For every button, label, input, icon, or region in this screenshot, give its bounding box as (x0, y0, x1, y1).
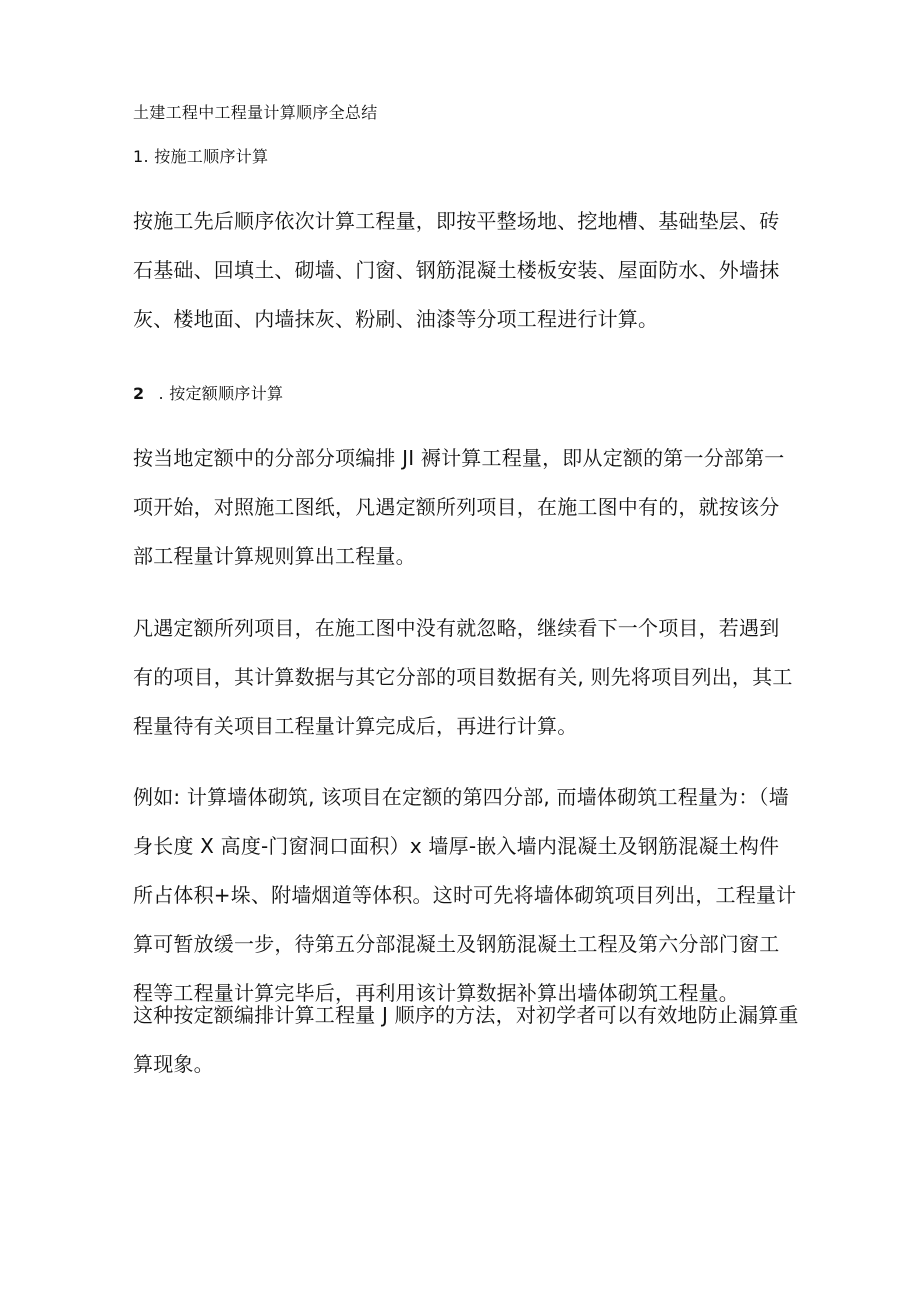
paragraph-line: 例如: 计算墙体砌筑, 该项目在定额的第四分部, 而墙体砌筑工程量为：（墙 (133, 785, 789, 809)
paragraph-line: 程等工程量计算完毕后，再利用该计算数据补算出墙体砌筑工程量。 (133, 981, 739, 1005)
paragraph-line: 部工程量计算规则算出工程量。 (133, 544, 416, 568)
paragraph-line: 按当地定额中的分部分项编排 JI 褥计算工程量，即从定额的第一分部第一 (133, 446, 785, 470)
paragraph-line: 石基础、回填土、砌墙、门窗、钢筋混凝土楼板安装、屋面防水、外墙抹 (133, 258, 780, 282)
section-2-heading-text: . 按定额顺序计算 (158, 384, 284, 403)
paragraph-line: 程量待有关项目工程量计算完成后，再进行计算。 (133, 714, 578, 738)
section-1-heading: 1. 按施工顺序计算 (133, 147, 269, 166)
paragraph-line: 项开始，对照施工图纸，凡遇定额所列项目，在施工图中有的，就按该分 (133, 495, 780, 519)
section-2-heading (133, 383, 283, 405)
section-1-paragraph (133, 197, 798, 344)
paragraph-line: 灰、楼地面、内墙抹灰、粉刷、油漆等分项工程进行计算。 (133, 307, 659, 331)
document-title: 土建工程中工程量计算顺序全总结 (133, 103, 378, 122)
paragraph-line: 有的项目，其计算数据与其它分部的项目数据有关, 则先将项目列出，其工 (133, 665, 793, 689)
section-2-paragraph-2 (133, 604, 798, 751)
paragraph-line: 算可暂放缓一步，待第五分部混凝土及钢筋混凝土工程及第六分部门窗工 (133, 932, 780, 956)
section-2-paragraph-3 (133, 773, 798, 1018)
paragraph-line: 所占体积+垛、附墙烟道等体积。这时可先将墙体砌筑项目列出，工程量计 (133, 883, 797, 907)
paragraph-line: 身长度 X 高度-门窗洞口面积）x 墙厚-嵌入墙内混凝土及钢筋混凝土构件 (133, 834, 780, 858)
paragraph-line: 凡遇定额所列项目，在施工图中没有就忽略，继续看下一个项目，若遇到 (133, 616, 780, 640)
paragraph-line: 算现象。 (133, 1052, 214, 1076)
section-2-paragraph-4 (133, 991, 798, 1089)
section-2-number: 2 (133, 384, 145, 403)
section-2-paragraph-1 (133, 434, 798, 581)
paragraph-line: 这种按定额编排计算工程量 J 顺序的方法，对初学者可以有效地防止漏算重 (133, 1003, 799, 1027)
paragraph-line: 按施工先后顺序依次计算工程量，即按平整场地、挖地槽、基础垫层、砖 (133, 209, 780, 233)
